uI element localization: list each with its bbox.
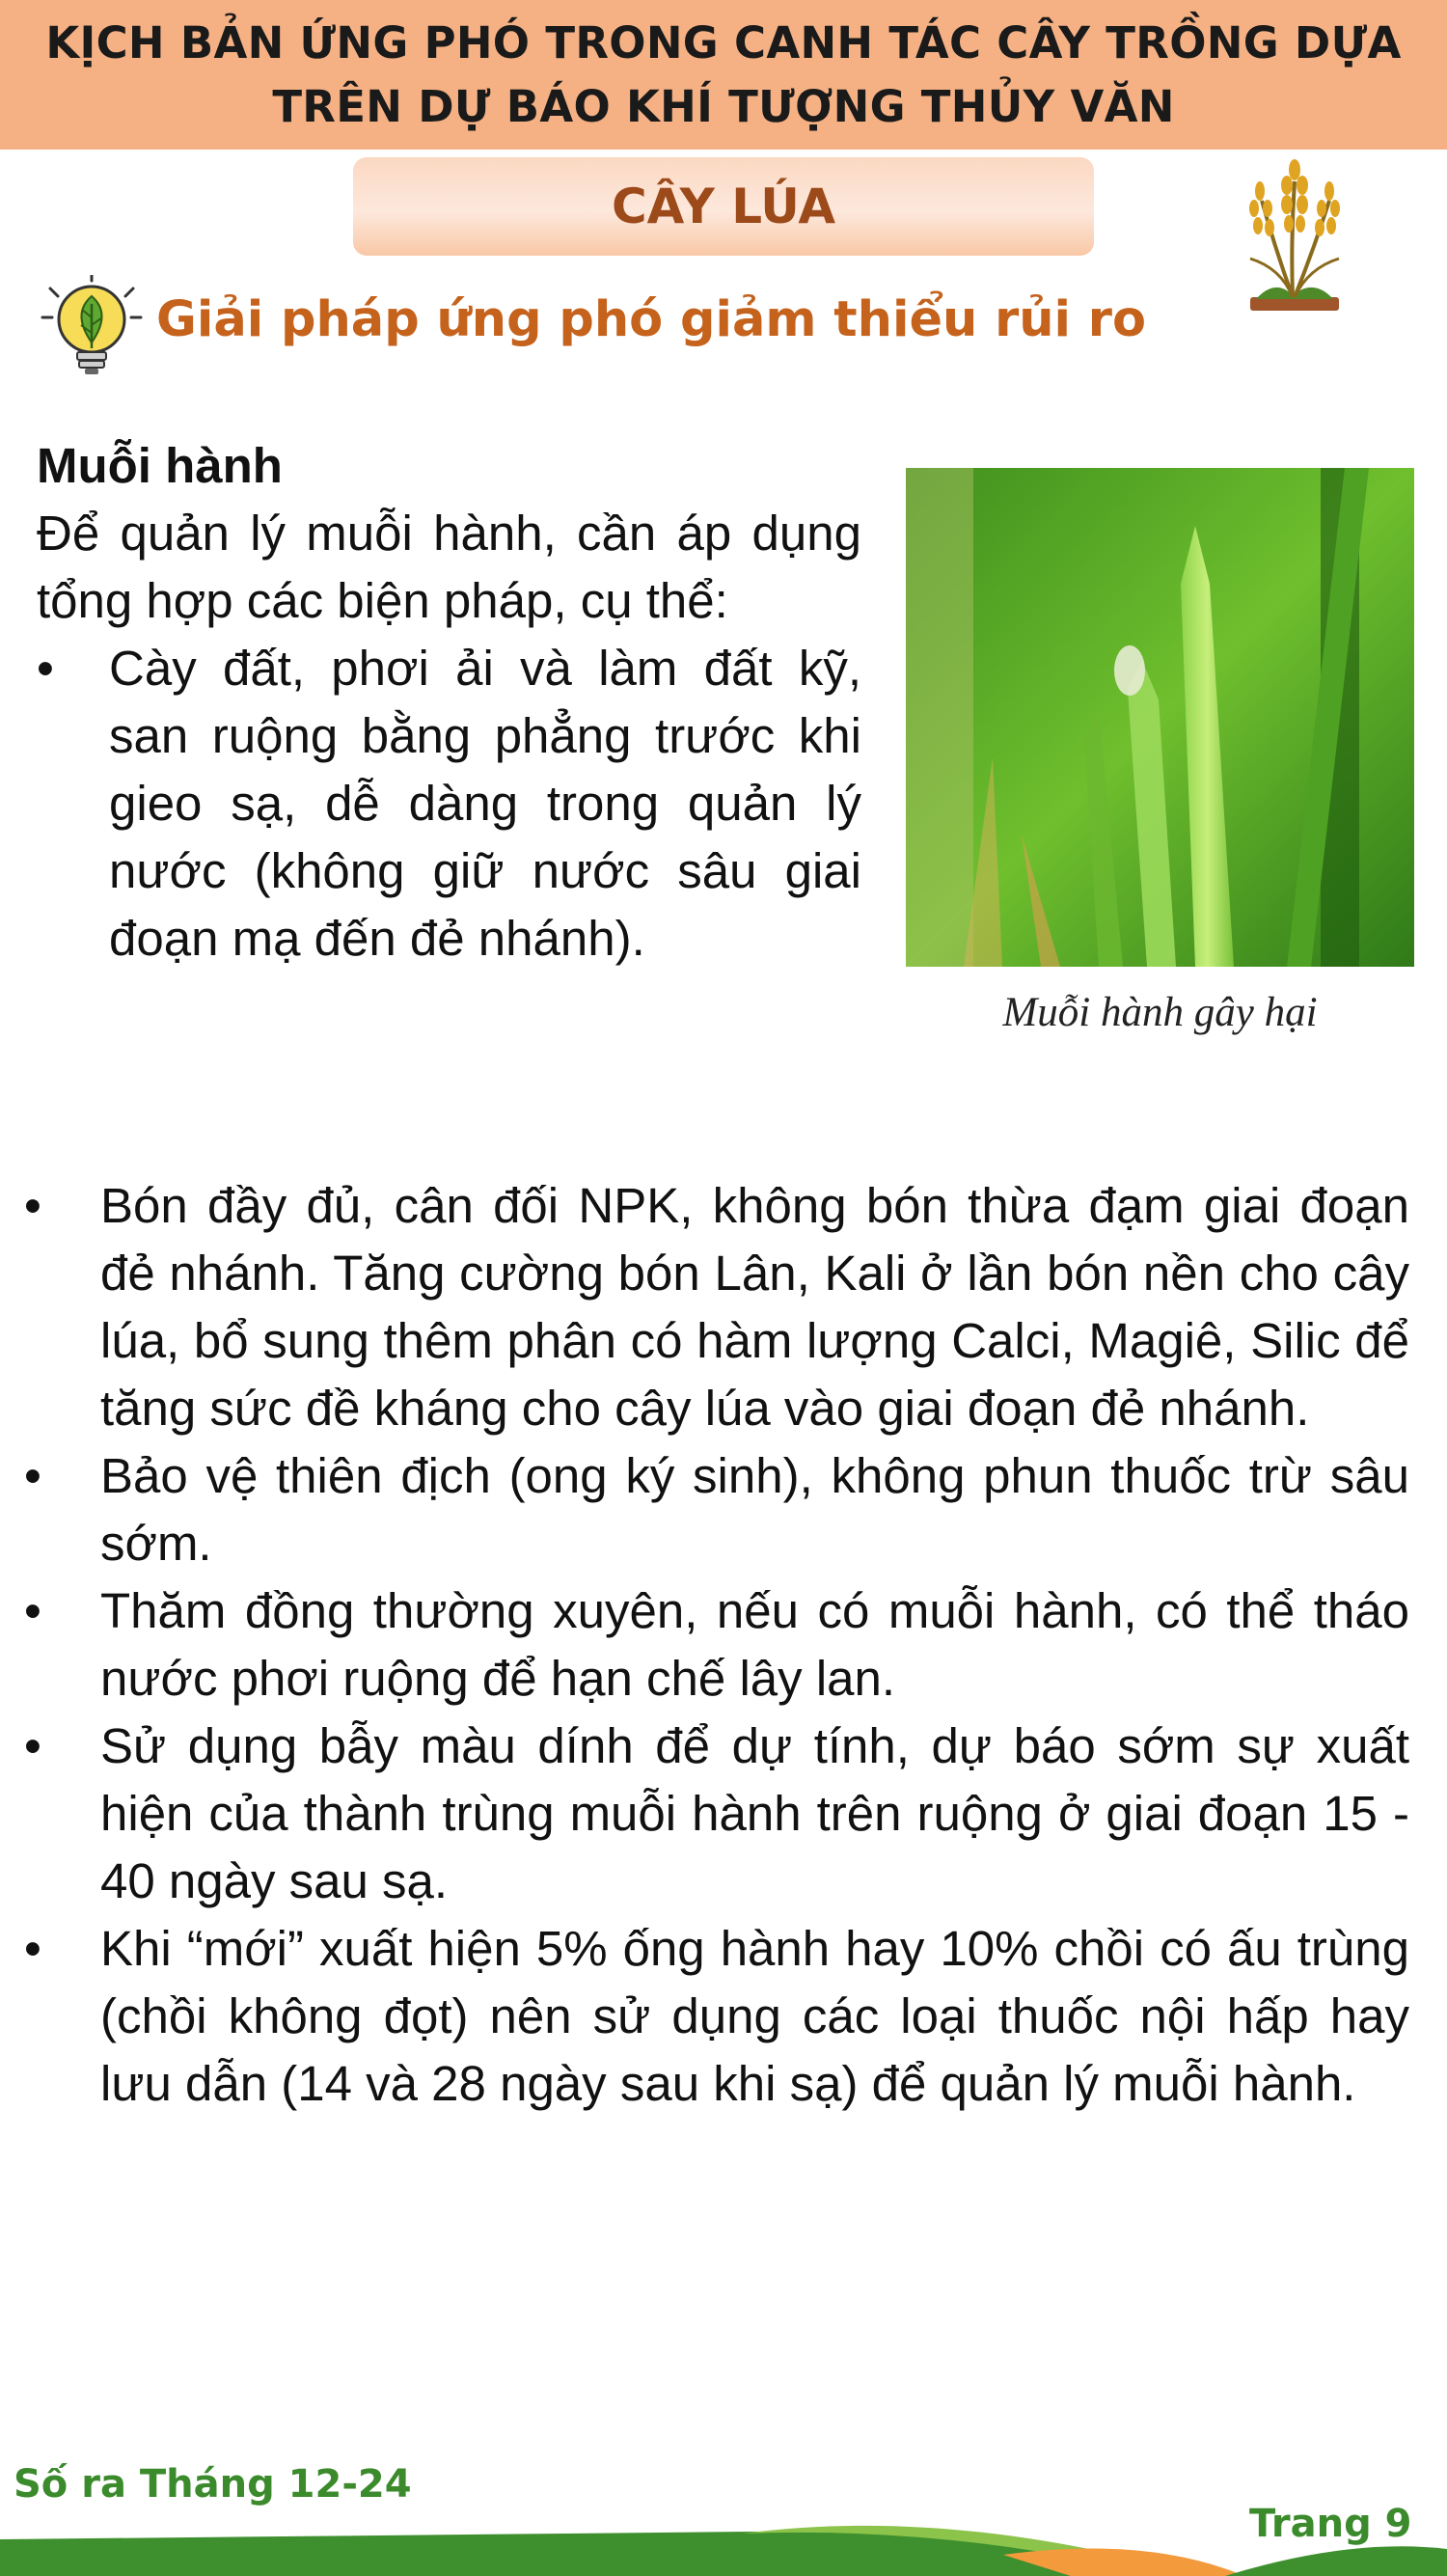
measure-text: Cày đất, phơi ải và làm đất kỹ, san ruộng bằng phẳng trước khi gieo sạ, dễ dàng trong quản lý nước (không giữ nước sâu giai đoạn mạ đến đẻ nhánh). [109, 641, 861, 966]
page-number: Trang 9 [1249, 2502, 1412, 2546]
crop-label-badge [353, 157, 1094, 256]
bullet-marker: • [24, 1718, 41, 1773]
measure-list-item [24, 1713, 1409, 1915]
bullet-marker: • [37, 641, 54, 696]
measure-list-item [37, 635, 861, 973]
measure-text: Sử dụng bẫy màu dính để dự tính, dự báo sớm sự xuất hiện của thành trùng muỗi hành trên ruộng ở giai đoạn 15 - 40 ngày sau sạ. [100, 1718, 1409, 1908]
bullet-marker: • [24, 1583, 41, 1638]
rice-pest-photo [906, 468, 1414, 967]
pest-intro-block [37, 432, 861, 973]
bullet-marker: • [24, 1178, 41, 1233]
bullet-marker: • [24, 1921, 41, 1976]
header-title-line2: TRÊN DỰ BÁO KHÍ TƯỢNG THỦY VĂN [272, 80, 1175, 132]
header-title-line1: KỊCH BẢN ỨNG PHÓ TRONG CANH TÁC CÂY TRỒNG DỰA [45, 16, 1402, 69]
photo-caption: Muỗi hành gây hại [1002, 990, 1318, 1035]
rice-plant-icon [1237, 152, 1352, 328]
measure-text: Thăm đồng thường xuyên, nếu có muỗi hành, có thể tháo nước phơi ruộng để hạn chế lây lan. [100, 1583, 1409, 1706]
page-header [0, 0, 1447, 150]
measure-list-item [24, 1172, 1409, 1442]
lightbulb-leaf-icon [39, 275, 145, 376]
measure-list-item [24, 1442, 1409, 1577]
measure-list [24, 1172, 1409, 2118]
measure-text: Bón đầy đủ, cân đối NPK, không bón thừa đạm giai đoạn đẻ nhánh. Tăng cường bón Lân, Kali ở lần bón nền cho cây lúa, bổ sung thêm phân có hàm lượng Calci, Magiê, Silic để tăng sức đề kháng cho cây lúa vào giai đoạn đẻ nhánh. [100, 1178, 1409, 1436]
measure-list-item [24, 1915, 1409, 2118]
pest-name-heading: Muỗi hành [37, 438, 283, 493]
crop-label: CÂY LÚA [611, 178, 836, 234]
measure-list-item [24, 1577, 1409, 1713]
measure-text: Khi “mới” xuất hiện 5% ống hành hay 10% chồi có ấu trùng (chồi không đọt) nên sử dụng các loại thuốc nội hấp hay lưu dẫn (14 và 28 ngày sau khi sạ) để quản lý muỗi hành. [100, 1921, 1409, 2111]
measure-text: Bảo vệ thiên địch (ong ký sinh), không phun thuốc trừ sâu sớm. [100, 1448, 1409, 1571]
bullet-marker: • [24, 1448, 41, 1503]
section-title: Giải pháp ứng phó giảm thiểu rủi ro [156, 291, 1146, 348]
issue-label: Số ra Tháng 12-24 [14, 2462, 412, 2507]
pest-intro-text: Để quản lý muỗi hành, cần áp dụng tổng hợp các biện pháp, cụ thể: [37, 506, 861, 628]
